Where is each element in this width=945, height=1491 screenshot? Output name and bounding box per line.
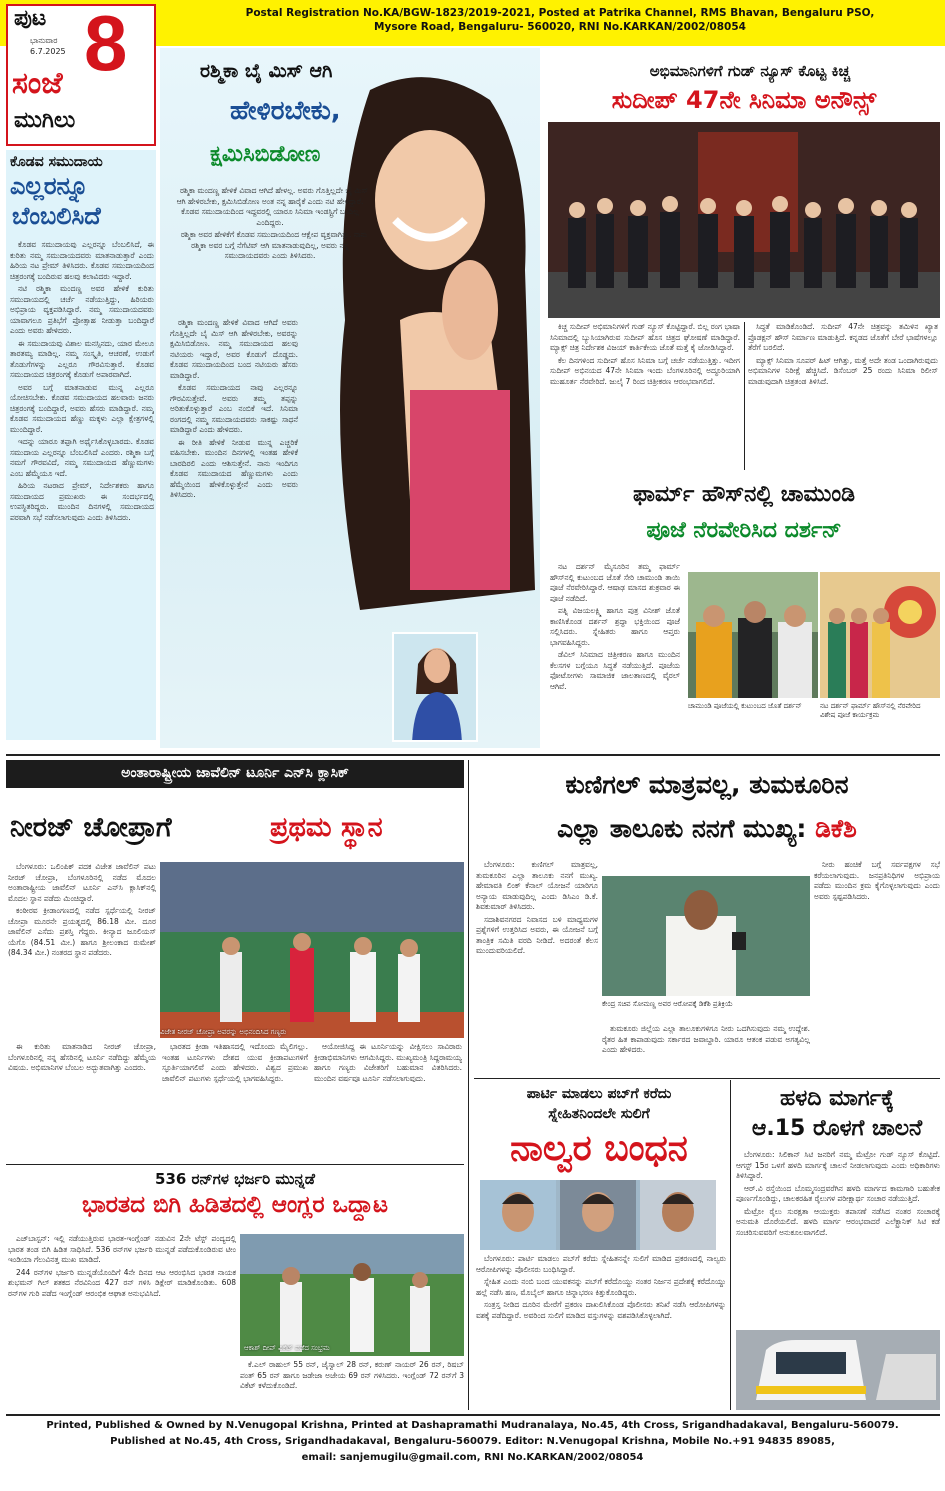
footer-rule [6, 1414, 940, 1416]
neeraj-para: ಭಾರತದ ಕ್ರೀಡಾ ಇತಿಹಾಸದಲ್ಲಿ ಇದೊಂದು ಮೈಲಿಗಲ್ಲು. ಇಂತಹ ಟೂರ್ನಿಗಳು ದೇಶದ ಯುವ ಕ್ರೀಡಾಪಟುಗಳಿಗೆ ಸ್ಫೂರ್ತಿಯಾಗಲಿವೆ ಎಂದು ಹೇಳಿದರು. ವಿಶ್ವದ ಪ್ರಮುಖ ಜಾವೆಲಿನ್ ಪಟುಗಳು ಸ್ಪರ್ಧೆಯಲ್ಲಿ ಭಾಗವಹಿಸಿದ್ದರು. [162, 1042, 308, 1083]
cricket-photo-illustration [240, 1234, 464, 1356]
dkshi-para: ಸದಾಶಿವನಗರದ ನಿವಾಸದ ಬಳಿ ಮಾಧ್ಯಮಗಳ ಪ್ರಶ್ನೆಗಳಿಗೆ ಉತ್ತರಿಸಿದ ಅವರು, ಈ ಯೋಜನೆ ಬಗ್ಗೆ ತಾಂತ್ರಿಕ ಸಮಿತಿ ವರದಿ ನೀಡಿದೆ. ಅದರಂತೆ ಕೆಲಸ ಮುಂದುವರಿಯಲಿದೆ. [476, 914, 598, 955]
dkshi-head-line2-main: ಎಲ್ಲಾ ತಾಲೂಕು ನನಗೆ ಮುಖ್ಯ: [557, 814, 807, 843]
neeraj-headline-a: ನೀರಜ್ ಚೋಪ್ರಾಗೆ [10, 812, 172, 843]
rashmika-head-line3: ಕ್ಷಮಿಸಿಬಿಡೋಣ [210, 142, 321, 167]
sudeep-para: ಸಿದ್ಧತೆ ಮಾಡಿಕೊಂಡಿದೆ. ಸುದೀಪ್ 47ನೇ ಚಿತ್ರವನ್ನು ತಮಿಳಿನ ಖ್ಯಾತ ಪ್ರೊಡಕ್ಷನ್ ಹೌಸ್ ನಿರ್ಮಾಣ ಮಾಡುತ್ತಿದೆ. ಕನ್ನಡದ ಜೊತೆಗೆ ಬೇರೆ ಭಾಷೆಗಳಲ್ಲೂ ತೆರೆಗೆ ಬರಲಿದೆ. [748, 322, 938, 352]
cricket-body-right [240, 1360, 464, 1402]
rashmika-body-main [170, 318, 298, 744]
neeraj-headline-b: ಪ್ರಥಮ ಸ್ಥಾನ [270, 812, 383, 843]
rashmika-para: ಈ ರೀತಿ ಹೇಳಿಕೆ ನೀಡುವ ಮುನ್ನ ಎಚ್ಚರಿಕೆ ವಹಿಸಬೇಕು. ಮುಂದಿನ ದಿನಗಳಲ್ಲಿ ಇಂತಹ ಹೇಳಿಕೆ ಬಾರದಿರಲಿ ಎಂದು ಆಶಿಸುತ್ತೇನೆ. ನಾನು ಇಂದಿಗೂ ಕೊಡವ ಸಮುದಾಯದ ಹೆಣ್ಣುಮಗಳು ಎಂದು ಹೆಮ್ಮೆಯಿಂದ ಹೇಳಿಕೊಳ್ಳುತ್ತೇನೆ ಎಂದು ಅವರು ತಿಳಿಸಿದರು. [170, 437, 298, 499]
kodava-head-line1: ಎಲ್ಲರನ್ನೂ [10, 172, 89, 200]
metro-train-illustration [736, 1330, 940, 1410]
darshan-photo-2 [820, 572, 940, 698]
neeraj-para: ಆಯೋಜಿಸಿದ್ದ ಈ ಟೂರ್ನಿಯನ್ನು ವೀಕ್ಷಿಸಲು ಸಾವಿರಾರು ಕ್ರೀಡಾಭಿಮಾನಿಗಳು ಆಗಮಿಸಿದ್ದರು. ಮುಖ್ಯಮಂತ್ರಿ ಸಿದ್ದರಾಮಯ್ಯ ಹಾಗೂ ಗಣ್ಯರು ವಿಜೇತರಿಗೆ ಬಹುಮಾನ ವಿತರಿಸಿದರು. ಮುಂದಿನ ವರ್ಷವೂ ಟೂರ್ನಿ ನಡೆಸಲಾಗುವುದು. [314, 1042, 462, 1083]
actress-inset-photo [392, 632, 478, 742]
metro-head-line1: ಹಳದಿ ಮಾರ್ಗಕ್ಕೆ [780, 1086, 894, 1111]
rashmika-body-top [170, 186, 370, 304]
metro-para: ಮೆಟ್ರೋ ರೈಲು ಸುರಕ್ಷತಾ ಆಯುಕ್ತರು ತಪಾಸಣೆ ನಡೆಸಿದ ನಂತರ ಸಂಚಾರಕ್ಕೆ ಅನುಮತಿ ದೊರೆಯಲಿದೆ. ಹಳದಿ ಮಾರ್ಗ ಆರಂಭವಾದರೆ ಎಲೆಕ್ಟ್ರಾನಿಕ್ ಸಿಟಿ ಕಡೆ ಸಂಚರಿಸುವವರಿಗೆ ಅನುಕೂಲವಾಗಲಿದೆ. [736, 1206, 940, 1237]
darshan-body [550, 562, 680, 742]
cricket-photo [240, 1234, 464, 1356]
darshan-head-line1: ಫಾರ್ಮ್ ಹೌಸ್‌ನಲ್ಲಿ ಚಾಮುಂಡಿ [632, 482, 856, 507]
nalvar-accused-photos-illustration [480, 1180, 716, 1250]
darshan-photo-1 [688, 572, 818, 698]
nalvar-photo-row [480, 1180, 716, 1250]
metro-para: ಆರ್.ವಿ ರಸ್ತೆಯಿಂದ ಬೊಮ್ಮಸಂದ್ರವರೆಗಿನ ಹಳದಿ ಮಾರ್ಗದ ಕಾಮಗಾರಿ ಬಹುತೇಕ ಪೂರ್ಣಗೊಂಡಿದ್ದು, ಚಾಲಕರಹಿತ ರೈಲುಗಳ ಪರೀಕ್ಷಾರ್ಥ ಸಂಚಾರ ನಡೆಯುತ್ತಿದೆ. [736, 1183, 940, 1203]
darshan-head-line2: ಪೂಜೆ ನೆರವೇರಿಸಿದ ದರ್ಶನ್ [646, 518, 842, 543]
neeraj-para: ಕಂಠೀರವ ಕ್ರೀಡಾಂಗಣದಲ್ಲಿ ನಡೆದ ಸ್ಪರ್ಧೆಯಲ್ಲಿ ನೀರಜ್ ಚೋಪ್ರಾ ಮೂರನೇ ಪ್ರಯತ್ನದಲ್ಲಿ 86.18 ಮೀ. ದೂರ ಜಾವೆಲಿನ್ ಎಸೆದು ಪ್ರಶಸ್ತಿ ಗೆದ್ದರು. ಕೀನ್ಯಾದ ಜೂಲಿಯಸ್ ಯೆಗೊ (84.51 ಮೀ.) ಹಾಗೂ ಶ್ರೀಲಂಕಾದ ರುಮೇಶ್ (84.34 ಮೀ.) ನಂತರದ ಸ್ಥಾನ ಪಡೆದರು. [8, 906, 156, 957]
sudeep-event-photo [548, 122, 940, 318]
kodava-body [10, 240, 154, 736]
kodava-head-line2: ಬೆಂಬಲಿಸಿದೆ [12, 202, 101, 230]
dkshi-photo [602, 876, 810, 996]
sudeep-body-col2 [748, 322, 938, 472]
neeraj-kicker: ಅಂತಾರಾಷ್ಟ್ರೀಯ ಜಾವೆಲಿನ್ ಟೂರ್ನಿ ಎನ್‌ಸಿ ಕ್ಲಾಸಿಕ್ [121, 765, 349, 781]
rashmika-para: ಕೊಡವ ಸಮುದಾಯದ ನಾವು ಎಲ್ಲರನ್ನೂ ಗೌರವಿಸುತ್ತೇವೆ. ಅವರು ತಮ್ಮ ತಪ್ಪನ್ನು ಅರಿತುಕೊಳ್ಳುತ್ತಾರೆ ಎಂಬ ನಂಬಿಕೆ ಇದೆ. ಸಿನಿಮಾ ರಂಗದಲ್ಲಿ ನಮ್ಮ ಸಮುದಾಯದವರು ಸಾಕಷ್ಟು ಸಾಧನೆ ಮಾಡಿದ್ದಾರೆ ಎಂದು ಹೇಳಿದರು. [170, 383, 298, 434]
neeraj-body-row2-col2 [162, 1042, 308, 1156]
nalvar-para: ಸ್ನೇಹಿತ ಎಂದು ನಂಬಿ ಬಂದ ಯುವಕನನ್ನು ಪಬ್‌ಗೆ ಕರೆದೊಯ್ದು ನಂತರ ನಿರ್ಜನ ಪ್ರದೇಶಕ್ಕೆ ಕರೆದೊಯ್ದು ಹಲ್ಲೆ ನಡೆಸಿ ಹಣ, ಮೊಬೈಲ್ ಹಾಗೂ ಚಿನ್ನಾಭರಣ ಕಿತ್ತುಕೊಂಡಿದ್ದರು. [476, 1277, 726, 1297]
rashmika-portrait-illustration [300, 70, 540, 630]
cricket-para: 244 ರನ್‌ಗಳ ಭರ್ಜರಿ ಮುನ್ನಡೆಯೊಂದಿಗೆ 4ನೇ ದಿನದ ಆಟ ಆರಂಭಿಸಿದ ಭಾರತ ನಾಯಕ ಶುಭಮನ್ ಗಿಲ್ ಶತಕದ ನೆರವಿನಿಂದ 427 ರನ್ ಗಳಿಸಿ ಡಿಕ್ಲೇರ್ ಮಾಡಿಕೊಂಡಿತು. 608 ರನ್‌ಗಳ ಗುರಿ ಪಡೆದ ಇಂಗ್ಲೆಂಡ್ ಆರಂಭಿಕ ಆಘಾತ ಅನುಭವಿಸಿದೆ. [8, 1267, 236, 1298]
footer-line1: Printed, Published & Owned by N.Venugopal Krishna, Printed at Dashapramathi Mudranalaya, No.45, 4th Cross, Srigandhadakaval, Bengaluru-560079. [46, 1420, 899, 1431]
metro-photo [736, 1330, 940, 1410]
footer-line2: Published at No.45, 4th Cross, Srigandhadakaval, Bengaluru-560079. Editor: N.Venugopal Krishna, Mobile No.+91 94835 89085, [110, 1436, 835, 1447]
paper-name-line2: ಮುಗಿಲು [14, 108, 76, 133]
nalvar-kicker1: ಪಾರ್ಟಿ ಮಾಡಲು ಪಬ್‌ಗೆ ಕರೆದು [526, 1086, 672, 1102]
rashmika-para: ರಶ್ಮಿಕಾ ಮಂದಣ್ಣ ಹೇಳಿಕೆ ವಿವಾದ ಆಗಿದೆ ಹೇಳಲ್ಲ. ಅವರು ಗೊತ್ತಿಲ್ಲದೇ ಬೈ ಮಿಸ್ ಆಗಿ ಹೇಳಿರಬೇಕು, ಕ್ಷಮಿಸಿಬಿಡೋಣ ಅಂತ ನನ್ನ ಹಾರೈಕೆ ಎಂದು ನಟಿ ಹೇಳಿದ್ದಾರೆ. ಕೊಡವ ಸಮುದಾಯದಿಂದ ಇದ್ದವರಲ್ಲಿ ಯಾರೂ ಸಿನಿಮಾ ಇಂಡಸ್ಟ್ರಿಗೆ ಬಂದಿಲ್ಲ ಎಂದಿದ್ದರು. [176, 186, 369, 227]
rashmika-para: ರಶ್ಮಿಕಾ ಅವರ ಹೇಳಿಕೆಗೆ ಕೊಡವ ಸಮುದಾಯದಿಂದ ಆಕ್ಷೇಪ ವ್ಯಕ್ತವಾಗಿತ್ತು. ನಾನು ರಶ್ಮಿಕಾ ಅವರ ಬಗ್ಗೆ ನೆಗೆಟಿವ್ ಆಗಿ ಮಾತನಾಡುವುದಿಲ್ಲ, ಅವರು ನನ್ನ ಸಮುದಾಯದವರು ಎಂದು ತಿಳಿಸಿದರು. [180, 230, 368, 260]
paper-name-line1: ಸಂಜೆ [12, 66, 63, 101]
nalvar-kicker2: ಸ್ನೇಹಿತನಿಂದಲೇ ಸುಲಿಗೆ [548, 1106, 650, 1122]
cricket-body-left [8, 1234, 236, 1402]
neeraj-para: ಈ ಕುರಿತು ಮಾತನಾಡಿದ ನೀರಜ್ ಚೋಪ್ರಾ, ಬೆಂಗಳೂರಿನಲ್ಲಿ ನನ್ನ ಹೆಸರಿನಲ್ಲಿ ಟೂರ್ನಿ ನಡೆದಿದ್ದು ಹೆಮ್ಮೆಯ ವಿಷಯ. ಅಭಿಮಾನಿಗಳ ಬೆಂಬಲ ಅದ್ಭುತವಾಗಿತ್ತು ಎಂದರು. [8, 1042, 156, 1072]
kodava-para: ಕೊಡವ ಸಮುದಾಯವು ಎಲ್ಲರನ್ನೂ ಬೆಂಬಲಿಸಿದೆ, ಈ ಕುರಿತು ನಮ್ಮ ಸಮುದಾಯದವರು ಮಾತನಾಡುತ್ತಾರೆ ಎಂದು ಹಿರಿಯ ನಟ ಪ್ರೇಮ್ ತಿಳಿಸಿದರು. ಕೊಡವ ಸಮುದಾಯದಿಂದ ಚಿತ್ರರಂಗಕ್ಕೆ ಬಂದಿರುವ ಹಲವು ಕಲಾವಿದರು ಇದ್ದಾರೆ. [10, 240, 154, 281]
sudeep-para: ಕೆಲ ದಿನಗಳಿಂದ ಸುದೀಪ್ ಹೊಸ ಸಿನಿಮಾ ಬಗ್ಗೆ ಚರ್ಚೆ ನಡೆಯುತ್ತಿತ್ತು. ಇದೀಗ ಸುದೀಪ್ ಅಭಿನಯದ 47ನೇ ಸಿನಿಮಾ ಇಂದು ಬೆಂಗಳೂರಿನಲ್ಲಿ ಅದ್ಧೂರಿಯಾಗಿ ಮುಹೂರ್ತ ನೆರವೇರಿದೆ. ಜುಲೈ 7 ರಿಂದ ಚಿತ್ರೀಕರಣ ಆರಂಭವಾಗಲಿದೆ. [550, 355, 740, 386]
neeraj-photo-illustration [160, 862, 464, 1038]
rashmika-photo [300, 70, 540, 630]
nalvar-para: ಬೆಂಗಳೂರು: ಪಾರ್ಟಿ ಮಾಡಲು ಪಬ್‌ಗೆ ಕರೆದು ಸ್ನೇಹಿತನನ್ನೇ ಸುಲಿಗೆ ಮಾಡಿದ ಪ್ರಕರಣದಲ್ಲಿ ನಾಲ್ವರು ಆರೋಪಿಗಳನ್ನು ಪೊಲೀಸರು ಬಂಧಿಸಿದ್ದಾರೆ. [476, 1254, 726, 1274]
neeraj-para: ಬೆಂಗಳೂರು: ಒಲಿಂಪಿಕ್ ಪದಕ ವಿಜೇತ ಜಾವೆಲಿನ್ ಪಟು ನೀರಜ್ ಚೋಪ್ರಾ, ಬೆಂಗಳೂರಿನಲ್ಲಿ ನಡೆದ ಮೊದಲ ಅಂತಾರಾಷ್ಟ್ರೀಯ ಜಾವೆಲಿನ್ ಟೂರ್ನಿ ಎನ್‌ಸಿ ಕ್ಲಾಸಿಕ್‌ನಲ್ಲಿ ಮೊದಲ ಸ್ಥಾನ ಪಡೆದು ಮಿಂಚಿದ್ದಾರೆ. [8, 862, 156, 903]
darshan-photo-2-illustration [820, 572, 940, 698]
cricket-para: ಎಜ್‌ಬಾಸ್ಟನ್: ಇಲ್ಲಿ ನಡೆಯುತ್ತಿರುವ ಭಾರತ-ಇಂಗ್ಲೆಂಡ್ ನಡುವಿನ 2ನೇ ಟೆಸ್ಟ್ ಪಂದ್ಯದಲ್ಲಿ ಭಾರತ ತಂಡ ಬಿಗಿ ಹಿಡಿತ ಸಾಧಿಸಿದೆ. 536 ರನ್‌ಗಳ ಭರ್ಜರಿ ಮುನ್ನಡೆ ಪಡೆದುಕೊಂಡಿರುವ ಟೀಂ ಇಂಡಿಯಾ ಗೆಲುವಿನತ್ತ ಮುಖ ಮಾಡಿದೆ. [8, 1234, 236, 1264]
cricket-kicker: 536 ರನ್‌ಗಳ ಭರ್ಜರಿ ಮುನ್ನಡೆ [155, 1170, 315, 1188]
metro-head-line2: ಆ.15 ರೊಳಗೆ ಚಾಲನೆ [751, 1116, 923, 1141]
nalvar-top-rule [474, 1078, 940, 1079]
darshan-caption-1: ಚಾಮುಂಡಿ ಪೂಜೆಯಲ್ಲಿ ಕುಟುಂಬದ ಜೊತೆ ದರ್ಶನ್ [688, 702, 802, 710]
sudeep-body-col1 [550, 322, 740, 472]
neeraj-body-row2-col1 [8, 1042, 156, 1156]
footer-line3: email: sanjemugilu@gmail.com, RNI No.KARKAN/2002/08054 [301, 1452, 644, 1463]
kodava-para: ಇದನ್ನು ಯಾರೂ ತಪ್ಪಾಗಿ ಅರ್ಥೈಸಿಕೊಳ್ಳಬಾರದು. ಕೊಡವ ಸಮುದಾಯ ಎಲ್ಲರನ್ನೂ ಬೆಂಬಲಿಸಿದೆ ಎಂದರು. ರಶ್ಮಿಕಾ ಬಗ್ಗೆ ನಮಗೆ ಗೌರವವಿದೆ, ನಮ್ಮ ಸಮುದಾಯದ ಹೆಣ್ಣುಮಗಳು ಎಂಬ ಹೆಮ್ಮೆಯೂ ಇದೆ. [10, 437, 154, 478]
nalvar-para: ಸಂತ್ರಸ್ತ ನೀಡಿದ ದೂರಿನ ಮೇರೆಗೆ ಪ್ರಕರಣ ದಾಖಲಿಸಿಕೊಂಡ ಪೊಲೀಸರು ತನಿಖೆ ನಡೆಸಿ ಆರೋಪಿಗಳನ್ನು ವಶಕ್ಕೆ ಪಡೆದಿದ್ದಾರೆ. ಅವರಿಂದ ಸುಲಿಗೆ ಮಾಡಿದ ವಸ್ತುಗಳನ್ನು ವಶಪಡಿಸಿಕೊಳ್ಳಲಾಗಿದೆ. [476, 1300, 726, 1320]
dkshi-body-left [476, 860, 598, 1070]
sudeep-para: ಮ್ಯಾಕ್ಸ್ ಸಿನಿಮಾ ಸೂಪರ್ ಹಿಟ್ ಆಗಿತ್ತು, ಮತ್ತೆ ಅದೇ ತಂಡ ಒಂದಾಗಿರುವುದು ಅಭಿಮಾನಿಗಳ ನಿರೀಕ್ಷೆ ಹೆಚ್ಚಿಸಿದೆ. ಡಿಸೆಂಬರ್ 25 ರಂದು ಸಿನಿಮಾ ರಿಲೀಸ್ ಮಾಡುವುದಾಗಿ ಚಿತ್ರತಂಡ ತಿಳಿಸಿದೆ. [748, 355, 938, 386]
cricket-caption: ಆಕಾಶ್ ದೀಪ್ ವಿಕೆಟ್ ಪಡೆದ ಸಂಭ್ರಮ [244, 1344, 330, 1352]
cricket-headline: ಭಾರತದ ಬಿಗಿ ಹಿಡಿತದಲ್ಲಿ ಆಂಗ್ಲರ ಒದ್ದಾಟ [81, 1192, 389, 1218]
bottom-column-divider [468, 760, 469, 1410]
dkshi-para: ಬೆಂಗಳೂರು: ಕುಣಿಗಲ್ ಮಾತ್ರವಲ್ಲ, ತುಮಕೂರಿನ ಎಲ್ಲಾ ತಾಲೂಕು ನನಗೆ ಮುಖ್ಯ. ಹೇಮಾವತಿ ಲಿಂಕ್ ಕೆನಾಲ್ ಯೋಜನೆ ಯಾರಿಗೂ ಅನ್ಯಾಯ ಮಾಡುವುದಿಲ್ಲ ಎಂದು ಡಿಸಿಎಂ ಡಿ.ಕೆ. ಶಿವಕುಮಾರ್ ತಿಳಿಸಿದರು. [476, 860, 598, 911]
day-label: ಭಾನುವಾರ [30, 36, 58, 45]
page-label: ಪುಟ [14, 6, 47, 31]
nalvar-metro-divider [730, 1080, 731, 1410]
page-number: 8 [84, 0, 128, 87]
sudeep-event-illustration [548, 122, 940, 318]
sudeep-kicker: ಅಭಿಮಾನಿಗಳಿಗೆ ಗುಡ್ ನ್ಯೂಸ್ ಕೊಟ್ಟ ಕಿಚ್ಚ [649, 62, 851, 80]
sudeep-para: ಕಿಚ್ಚ ಸುದೀಪ್ ಅಭಿಮಾನಿಗಳಿಗೆ ಗುಡ್ ನ್ಯೂಸ್ ಕೊಟ್ಟಿದ್ದಾರೆ. ಬಿಲ್ಲ ರಂಗ ಭಾಷಾ ಸಿನಿಮಾದಲ್ಲಿ ಬ್ಯುಸಿಯಾಗಿರುವ ಸುದೀಪ್ ಹೊಸ ಚಿತ್ರದ ಘೋಷಣೆ ಮಾಡಿದ್ದಾರೆ. ಮ್ಯಾಕ್ಸ್ ಚಿತ್ರ ನಿರ್ದೇಶಕ ವಿಜಯ್ ಕಾರ್ತಿಕೇಯ ಜೊತೆ ಮತ್ತೆ ಕೈ ಜೋಡಿಸಿದ್ದಾರೆ. [550, 322, 740, 352]
darshan-para: ಪತ್ನಿ ವಿಜಯಲಕ್ಷ್ಮಿ ಹಾಗೂ ಪುತ್ರ ವಿನೀಶ್ ಜೊತೆ ಕಾಣಿಸಿಕೊಂಡ ದರ್ಶನ್ ಶ್ರದ್ಧಾ ಭಕ್ತಿಯಿಂದ ಪೂಜೆ ಸಲ್ಲಿಸಿದರು. ಸ್ನೇಹಿತರು ಹಾಗೂ ಆಪ್ತರು ಭಾಗವಹಿಸಿದ್ದರು. [550, 606, 680, 647]
metro-para: ಬೆಂಗಳೂರು: ಸಿಲಿಕಾನ್ ಸಿಟಿ ಜನರಿಗೆ ನಮ್ಮ ಮೆಟ್ರೋ ಗುಡ್ ನ್ಯೂಸ್ ಕೊಟ್ಟಿದೆ. ಆಗಸ್ಟ್ 15ರ ಒಳಗೆ ಹಳದಿ ಮಾರ್ಗಕ್ಕೆ ಚಾಲನೆ ನೀಡಲಾಗುವುದು ಎಂದು ಅಧಿಕಾರಿಗಳು ತಿಳಿಸಿದ್ದಾರೆ. [736, 1150, 940, 1180]
dkshi-para: ತುಮಕೂರು ಜಿಲ್ಲೆಯ ಎಲ್ಲಾ ತಾಲೂಕುಗಳಿಗೂ ನೀರು ಒದಗಿಸುವುದು ನಮ್ಮ ಉದ್ದೇಶ. ರೈತರ ಹಿತ ಕಾಪಾಡುವುದು ಸರ್ಕಾರದ ಜವಾಬ್ದಾರಿ. ಯಾರೂ ಆತಂಕ ಪಡುವ ಅಗತ್ಯವಿಲ್ಲ ಎಂದು ಹೇಳಿದರು. [602, 1024, 810, 1054]
nalvar-headline: ನಾಲ್ವರ ಬಂಧನ [510, 1128, 688, 1169]
sudeep-column-rule [744, 322, 745, 470]
neeraj-body-left [8, 862, 156, 1038]
sudeep-headline: ಸುದೀಪ್ 47ನೇ ಸಿನಿಮಾ ಅನೌನ್ಸ್ [611, 86, 877, 114]
dkshi-head-line1: ಕುಣಿಗಲ್ ಮಾತ್ರವಲ್ಲ, ತುಮಕೂರಿನ [565, 770, 849, 799]
dkshi-head-line2 [474, 814, 940, 844]
kodava-kicker: ಕೊಡವ ಸಮುದಾಯ [10, 154, 103, 170]
actress-inset-illustration [394, 634, 478, 742]
dkshi-body-right [814, 860, 940, 1070]
rashmika-head-line1: ರಶ್ಮಿಕಾ ಬೈ ಮಿಸ್ ಆಗಿ [200, 60, 333, 82]
kodava-para: ಈ ಸಮುದಾಯವು ವಿಶಾಲ ಮನಸ್ಸಿನದು, ಯಾರ ಮೇಲೂ ತಾರತಮ್ಯ ಮಾಡಿಲ್ಲ. ನಮ್ಮ ಸಂಸ್ಕೃತಿ, ಆಚರಣೆ, ಉಡುಗೆ ತೊಡುಗೆಗಳನ್ನು ಎಲ್ಲರೂ ಗೌರವಿಸುತ್ತಾರೆ. ಕೊಡವ ಸಮುದಾಯದ ಚಿತ್ರರಂಗಕ್ಕೆ ಕೊಡುಗೆ ಅಪಾರವಾಗಿದೆ. [10, 338, 154, 379]
dkshi-para: ನೀರು ಹಂಚಿಕೆ ಬಗ್ಗೆ ಸರ್ವಪಕ್ಷಗಳ ಸಭೆ ಕರೆಯಲಾಗುವುದು. ಜನಪ್ರತಿನಿಧಿಗಳ ಅಭಿಪ್ರಾಯ ಪಡೆದು ಮುಂದಿನ ಕ್ರಮ ಕೈಗೊಳ್ಳಲಾಗುವುದು ಎಂದು ಅವರು ಸ್ಪಷ್ಟಪಡಿಸಿದರು. [814, 860, 940, 901]
neeraj-photo [160, 862, 464, 1038]
neeraj-body-row2-col3 [314, 1042, 462, 1156]
metro-body [736, 1150, 940, 1328]
date-label: 6.7.2025 [30, 47, 66, 56]
section-divider [6, 754, 940, 756]
postal-registration: Postal Registration No.KA/BGW-1823/2019-2021, Posted at Patrika Channel, RMS Bhavan, Bengaluru PSO, Mysore Road, Bengaluru- 560020, RNI No.KARKAN/2002/08054 [245, 7, 875, 33]
neeraj-caption: ವಿಜೇತ ನೀರಜ್ ಚೋಪ್ರಾ ಅವರನ್ನು ಅಭಿನಂದಿಸಿದ ಗಣ್ಯರು [160, 1028, 287, 1036]
dkshi-caption: ಕೇಂದ್ರ ಸಚಿವ ಸೋಮಣ್ಣ ಅವರ ಆರೋಪಕ್ಕೆ ಡಿಕೆಶಿ ಪ್ರತಿಕ್ರಿಯೆ [602, 1000, 733, 1008]
dkshi-head-line2-name: ಡಿಕೆಶಿ [815, 814, 857, 843]
dkshi-body-mid [602, 1024, 810, 1072]
darshan-photo-1-illustration [688, 572, 818, 698]
cricket-top-rule [6, 1164, 464, 1165]
kodava-para: ಅವರ ಬಗ್ಗೆ ಮಾತನಾಡುವ ಮುನ್ನ ಎಲ್ಲರೂ ಯೋಚಿಸಬೇಕು. ಕೊಡವ ಸಮುದಾಯದ ಹಲವಾರು ಜನರು ಚಿತ್ರರಂಗಕ್ಕೆ ಬಂದಿದ್ದಾರೆ, ಅವರು ಹೆಸರು ಮಾಡಿದ್ದಾರೆ. ನಮ್ಮ ಕೊಡವ ಸಮುದಾಯದ ಹೆಣ್ಣು ಮಕ್ಕಳು ಎಲ್ಲಾ ಕ್ಷೇತ್ರಗಳಲ್ಲಿ ಮುಂದಿದ್ದಾರೆ. [10, 382, 154, 434]
darshan-para: ಡೆವಿಲ್ ಸಿನಿಮಾದ ಚಿತ್ರೀಕರಣ ಹಾಗೂ ಮುಂದಿನ ಕೆಲಸಗಳ ಬಗ್ಗೆಯೂ ಸಿದ್ಧತೆ ನಡೆಯುತ್ತಿದೆ. ಪೂಜೆಯ ಫೋಟೋಗಳು ಸಾಮಾಜಿಕ ಜಾಲತಾಣದಲ್ಲಿ ವೈರಲ್ ಆಗಿವೆ. [550, 650, 680, 691]
darshan-caption-2: ನಟ ದರ್ಶನ್ ಫಾರ್ಮ್ ಹೌಸ್‌ನಲ್ಲಿ ನೆರವೇರಿದ ವಿಶೇಷ ಪೂಜೆ ಕಾರ್ಯಕ್ರಮ [820, 702, 921, 719]
rashmika-para: ರಶ್ಮಿಕಾ ಮಂದಣ್ಣ ಹೇಳಿಕೆ ವಿವಾದ ಆಗಿದೆ ಅವರು ಗೊತ್ತಿಲ್ಲದೇ ಬೈ ಮಿಸ್ ಆಗಿ ಹೇಳಿರಬೇಕು, ಅವರನ್ನು ಕ್ಷಮಿಸಿಬಿಡೋಣ. ನಮ್ಮ ಸಮುದಾಯದ ಹಲವು ನಟಿಯರು ಇದ್ದಾರೆ, ಅವರ ಕೊಡುಗೆ ದೊಡ್ಡದು. ಕೊಡವ ಸಮುದಾಯದಿಂದ ಬಂದ ನಟಿಯರು ಹೆಸರು ಮಾಡಿದ್ದಾರೆ. [170, 318, 298, 380]
nalvar-body [476, 1254, 726, 1410]
rashmika-head-line2: ಹೇಳಿರಬೇಕು, [230, 96, 341, 126]
dkshi-photo-illustration [602, 876, 810, 996]
darshan-para: ನಟ ದರ್ಶನ್ ಮೈಸೂರಿನ ತಮ್ಮ ಫಾರ್ಮ್ ಹೌಸ್‌ನಲ್ಲಿ ಕುಟುಂಬದ ಜೊತೆ ಸೇರಿ ಚಾಮುಂಡಿ ತಾಯಿ ಪೂಜೆ ನೆರವೇರಿಸಿದ್ದಾರೆ. ಆಷಾಢ ಮಾಸದ ಶುಕ್ರವಾರ ಈ ಪೂಜೆ ನಡೆದಿದೆ. [550, 562, 680, 603]
kodava-para: ನಟಿ ರಶ್ಮಿಕಾ ಮಂದಣ್ಣ ಅವರ ಹೇಳಿಕೆ ಕುರಿತು ಸಮುದಾಯದಲ್ಲಿ ಚರ್ಚೆ ನಡೆಯುತ್ತಿದ್ದು, ಹಿರಿಯರು ಅಭಿಪ್ರಾಯ ವ್ಯಕ್ತಪಡಿಸಿದ್ದಾರೆ. ನಮ್ಮ ಸಮುದಾಯದವರು ಯಾವಾಗಲೂ ಪ್ರತಿಭೆಗೆ ಪ್ರೋತ್ಸಾಹ ನೀಡುತ್ತಾ ಬಂದಿದ್ದಾರೆ ಎಂದು ಅವರು ಹೇಳಿದರು. [10, 284, 154, 335]
kodava-para: ಹಿರಿಯ ನಟರಾದ ಪ್ರೇಮ್, ನಿರ್ದೇಶಕರು ಹಾಗೂ ಸಮುದಾಯದ ಪ್ರಮುಖರು ಈ ಸಂದರ್ಭದಲ್ಲಿ ಉಪಸ್ಥಿತರಿದ್ದರು. ಮುಂದಿನ ದಿನಗಳಲ್ಲಿ ಸಮುದಾಯದ ಪರವಾಗಿ ಸಭೆ ನಡೆಸಲಾಗುವುದು ಎಂದು ತಿಳಿಸಿದರು. [10, 481, 154, 522]
cricket-para: ಕೆ.ಎಲ್ ರಾಹುಲ್ 55 ರನ್, ಜೈಸ್ವಾಲ್ 28 ರನ್, ಕರುಣ್ ನಾಯರ್ 26 ರನ್, ರಿಷಬ್ ಪಂತ್ 65 ರನ್ ಹಾಗೂ ಜಡೇಜಾ ಅಜೇಯ 69 ರನ್ ಗಳಿಸಿದರು. ಇಂಗ್ಲೆಂಡ್ 72 ರನ್‌ಗೆ 3 ವಿಕೆಟ್ ಕಳೆದುಕೊಂಡಿದೆ. [240, 1360, 464, 1390]
